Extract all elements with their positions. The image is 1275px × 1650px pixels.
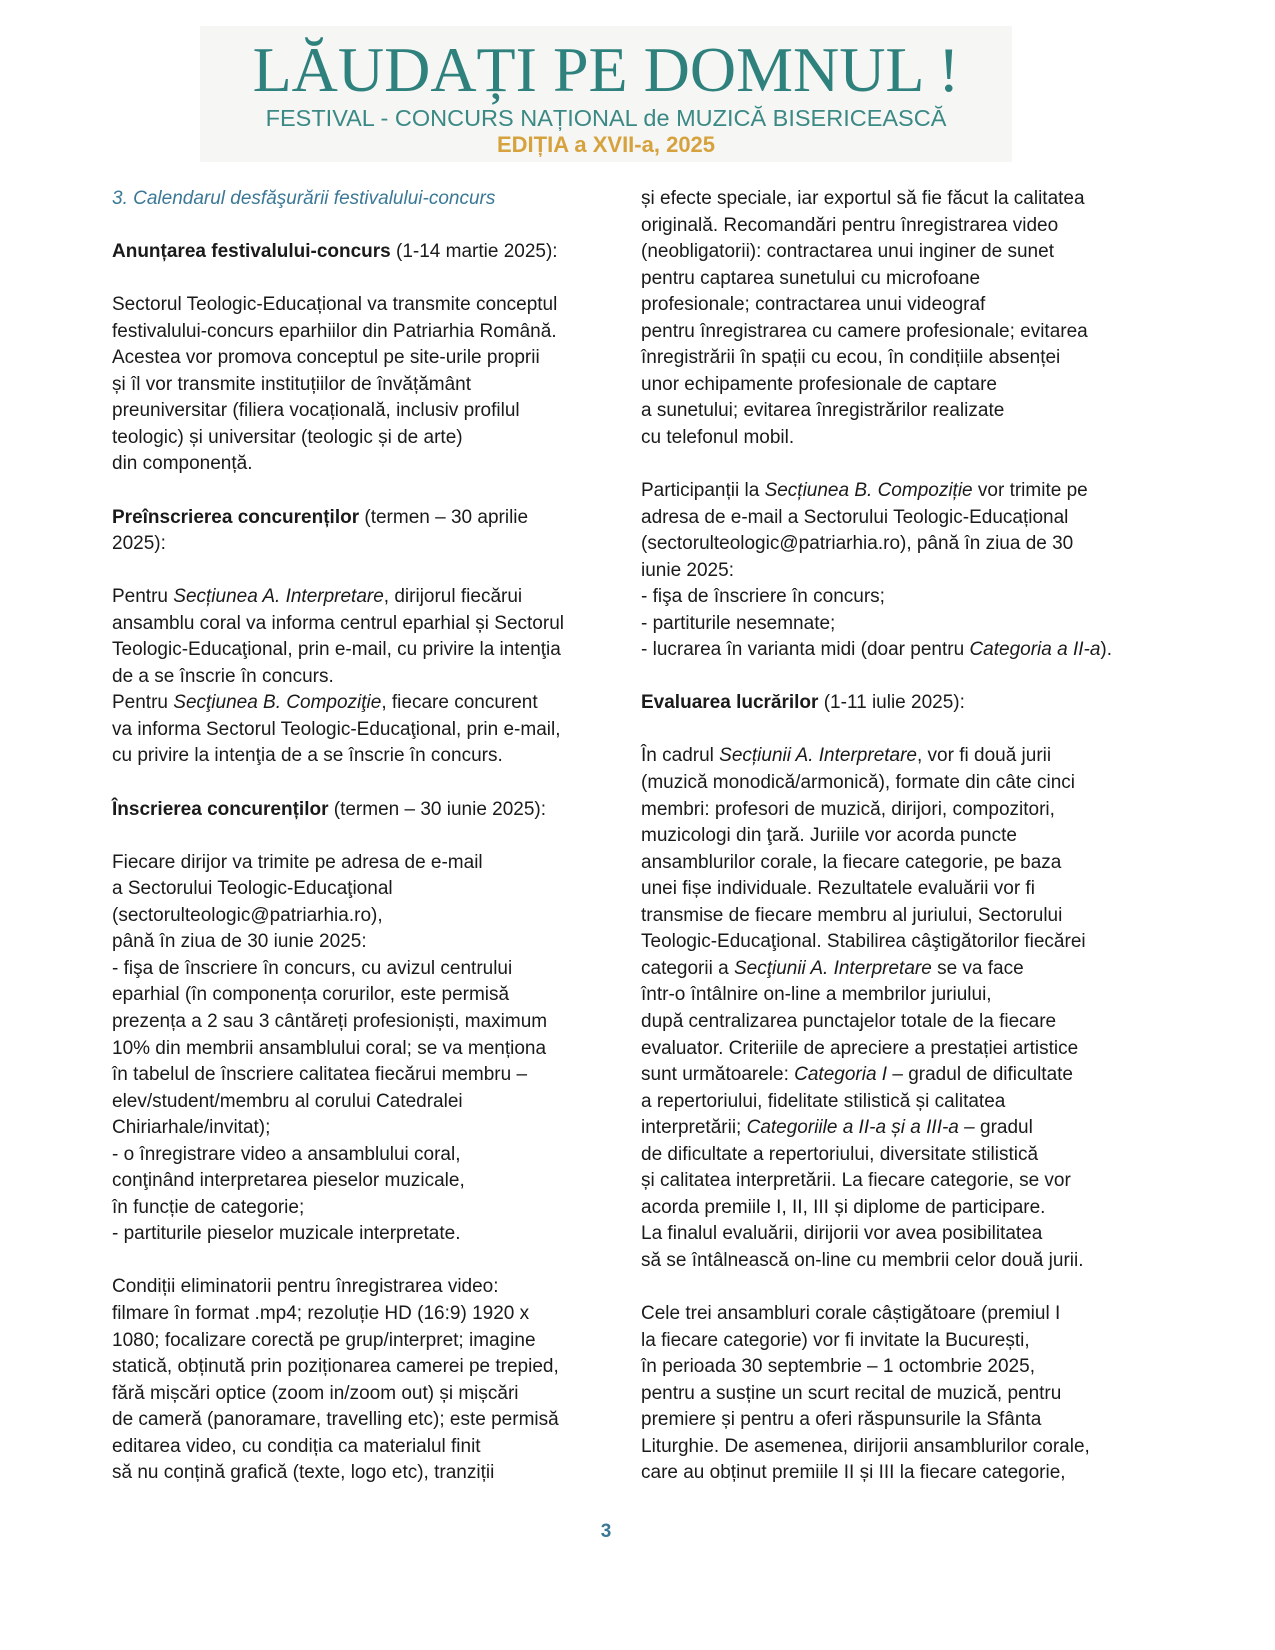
text-line: profesionale; contractarea unui videograf xyxy=(641,294,986,316)
text-line: cu privire la intenţia de a se înscrie în concurs. xyxy=(112,745,503,767)
text-line: cu telefonul mobil. xyxy=(641,426,795,448)
text-line xyxy=(112,797,582,824)
text-line: - partiturile nesemnate; xyxy=(641,612,836,634)
bold-term: Evaluarea lucrărilor xyxy=(641,692,819,714)
text-line: originală. Recomandări pentru înregistrarea video xyxy=(641,214,1059,236)
text-line: unei fișe individuale. Rezultatele evaluării vor fi xyxy=(641,878,1035,900)
text-line: premiere și pentru a oferi răspunsurile la Sfânta xyxy=(641,1409,1042,1431)
text-line: Acestea vor promova conceptul pe site-urile proprii xyxy=(112,347,540,369)
page-number: 3 xyxy=(600,1521,612,1542)
text-run: , fiecare concurent xyxy=(381,692,538,714)
bold-term: Anunțarea festivalului-concurs xyxy=(112,241,391,263)
section-heading: 3. Calendarul desfăşurării festivalului-concurs xyxy=(112,188,496,209)
text-line: și îl vor transmite instituțiilor de învățământ xyxy=(112,373,472,395)
paragraph xyxy=(112,850,582,1248)
text-line xyxy=(112,505,582,532)
text-run: vor trimite pe xyxy=(972,480,1088,502)
text-line: până în ziua de 30 iunie 2025: xyxy=(112,931,367,953)
text-run: – gradul de dificultate xyxy=(887,1064,1073,1086)
text-line: teologic) și universitar (teologic și de arte) xyxy=(112,426,463,448)
text-line xyxy=(112,690,582,717)
text-line: muzicologi din ţară. Juriile vor acorda puncte xyxy=(641,825,1017,847)
text-line: a Sectorului Teologic-Educaţional xyxy=(112,878,393,900)
paragraph xyxy=(112,505,582,558)
text-line: (sectorulteologic@patriarhia.ro), până în ziua de 30 xyxy=(641,533,1074,555)
text-line: 2025): xyxy=(112,533,166,555)
text-line: 1080; focalizare corectă pe grup/interpret; imagine xyxy=(112,1329,536,1351)
italic-term: Secţiunii A. Interpretare xyxy=(733,957,932,979)
festival-edition: EDIȚIA a XVII-a, 2025 xyxy=(496,132,716,157)
text-line: Teologic-Educaţional, prin e-mail, cu privire la intenţia xyxy=(112,639,561,661)
text-line: Cele trei ansambluri corale câștigătoare (premiul I xyxy=(641,1302,1061,1324)
text-line: preuniversitar (filiera vocațională, inclusiv profilul xyxy=(112,400,520,422)
text-line: eparhial (în componența corurilor, este permisă xyxy=(112,984,510,1006)
text-line: adresa de e-mail a Sectorului Teologic-Educațional xyxy=(641,506,1069,528)
text-line: ansamblu coral va informa centrul eparhial și Sectorul xyxy=(112,612,564,634)
text-line: la fiecare categorie) vor fi invitate la București, xyxy=(641,1329,1030,1351)
text-line xyxy=(641,743,1111,770)
text-line: și calitatea interpretării. La fiecare categorie, se vor xyxy=(641,1170,1071,1192)
text-line: pentru a susține un scurt recital de muzică, pentru xyxy=(641,1382,1062,1404)
text-line: editarea video, cu condiția ca materialul finit xyxy=(112,1435,481,1457)
text-line: elev/student/membru al corului Catedralei xyxy=(112,1090,463,1112)
bold-term: Înscrierea concurenților xyxy=(112,798,329,820)
text-line: membri: profesori de muzică, dirijori, compozitori, xyxy=(641,798,1055,820)
text-line: a repertoriului, fidelitate stilistică și calitatea xyxy=(641,1090,1006,1112)
paragraph xyxy=(641,743,1111,1274)
left-column xyxy=(112,186,582,1487)
text-run: , dirijorul fiecărui xyxy=(383,586,523,608)
text-line: iunie 2025: xyxy=(641,559,734,581)
text-run: ). xyxy=(1100,639,1113,661)
text-line: conţinând interpretarea pieselor muzicale, xyxy=(112,1170,465,1192)
text-line: în tabelul de înscriere calitatea fiecărui membru – xyxy=(112,1064,528,1086)
text-line: din componență. xyxy=(112,453,253,475)
text-run: În cadrul xyxy=(641,745,720,767)
text-line: (muzică monodică/armonică), formate din câte cinci xyxy=(641,772,1076,794)
text-run: Participanții la xyxy=(641,480,765,502)
text-run: sunt următoarele: xyxy=(641,1064,795,1086)
text-line: în perioada 30 septembrie – 1 octombrie 2025, xyxy=(641,1356,1035,1378)
festival-banner xyxy=(200,26,1012,162)
text-run: categorii a xyxy=(641,957,734,979)
text-line: evaluator. Criteriile de apreciere a prestației artistice xyxy=(641,1037,1079,1059)
text-line: 10% din membrii ansamblului coral; se va menționa xyxy=(112,1037,547,1059)
italic-term: Secţiunea B. Compoziţie xyxy=(173,692,382,714)
text-run: , vor fi două jurii xyxy=(917,745,1052,767)
festival-subtitle: FESTIVAL - CONCURS NAȚIONAL de MUZICĂ BISERICEASCĂ xyxy=(265,105,947,131)
text-line: festivalului-concurs eparhiilor din Patriarhia Română. xyxy=(112,320,557,342)
paragraph xyxy=(112,797,582,824)
paragraph xyxy=(112,584,582,770)
text-line: statică, obținută prin poziționarea camerei pe trepied, xyxy=(112,1356,559,1378)
text-run: (1-14 martie 2025): xyxy=(390,241,558,263)
text-run: se va face xyxy=(931,957,1024,979)
paragraph xyxy=(112,239,582,266)
text-line: (neobligatorii): contractarea unui inginer de sunet xyxy=(641,241,1054,263)
text-line: pentru captarea sunetului cu microfoane xyxy=(641,267,981,289)
text-line: ansamblurilor corale, la fiecare categorie, pe baza xyxy=(641,851,1062,873)
text-line: să se întâlnească on-line cu membrii celor două jurii. xyxy=(641,1249,1084,1271)
italic-term: Categoria a II-a xyxy=(969,639,1101,661)
text-line: Fiecare dirijor va trimite pe adresa de e-mail xyxy=(112,851,483,873)
text-run: – gradul xyxy=(958,1117,1033,1139)
text-line: Sectorul Teologic-Educațional va transmite conceptul xyxy=(112,294,558,316)
paragraph xyxy=(641,186,1111,451)
text-line: a sunetului; evitarea înregistrărilor realizate xyxy=(641,400,1005,422)
text-line xyxy=(112,584,582,611)
text-line xyxy=(641,1062,1111,1089)
text-line: și efecte speciale, iar exportul să fie făcut la calitatea xyxy=(641,188,1085,209)
festival-title: LĂUDAȚI PE DOMNUL ! xyxy=(252,34,960,105)
text-line: va informa Sectorul Teologic-Educaţional, prin e-mail, xyxy=(112,718,561,740)
paragraph xyxy=(112,1274,582,1486)
text-line: - partiturile pieselor muzicale interpretate. xyxy=(112,1223,461,1245)
text-run: Pentru xyxy=(112,692,174,714)
text-line: - fişa de înscriere în concurs; xyxy=(641,586,885,608)
text-line: care au obținut premiile II și III la fiecare categorie, xyxy=(641,1462,1066,1484)
text-line: Liturghie. De asemenea, dirijorii ansamblurilor corale, xyxy=(641,1435,1090,1457)
paragraph xyxy=(641,478,1111,664)
right-column xyxy=(641,186,1111,1487)
text-line: de cameră (panoramare, travelling etc); este permisă xyxy=(112,1409,559,1431)
text-line xyxy=(641,956,1111,983)
text-line: de a se înscrie în concurs. xyxy=(112,665,334,687)
text-line: de dificultate a repertoriului, diversitate stilistică xyxy=(641,1143,1039,1165)
text-line: Chiriarhale/invitat); xyxy=(112,1117,271,1139)
italic-term: Categoria I xyxy=(794,1064,888,1086)
text-line: - o înregistrare video a ansamblului coral, xyxy=(112,1143,461,1165)
text-line: într-o întâlnire on-line a membrilor juriului, xyxy=(641,984,992,1006)
text-line: La finalul evaluării, dirijorii vor avea posibilitatea xyxy=(641,1223,1043,1245)
text-line: să nu conțină grafică (texte, logo etc), tranziții xyxy=(112,1462,495,1484)
text-line: filmare în format .mp4; rezoluție HD (16:9) 1920 x xyxy=(112,1302,530,1324)
text-line: transmise de fiecare membru al juriului, Sectorului xyxy=(641,904,1063,926)
italic-term: Categoriile a II-a și a III-a xyxy=(746,1117,959,1139)
text-line xyxy=(112,239,582,266)
text-run: Pentru xyxy=(112,586,174,608)
text-run: (termen – 30 iunie 2025): xyxy=(328,798,547,820)
paragraph xyxy=(641,690,1111,717)
text-line: Teologic-Educaţional. Stabilirea câştigătorilor fiecărei xyxy=(641,931,1086,953)
text-line: acorda premiile I, II, III și diplome de participare. xyxy=(641,1196,1046,1218)
text-run: (termen – 30 aprilie xyxy=(359,506,529,528)
text-line xyxy=(641,690,1111,717)
text-line: prezența a 2 sau 3 cântăreți profesioniști, maximum xyxy=(112,1010,548,1032)
text-line: unor echipamente profesionale de captare xyxy=(641,373,997,395)
italic-term: Secțiunii A. Interpretare xyxy=(719,745,917,767)
text-run: (1-11 iulie 2025): xyxy=(818,692,965,714)
text-line: în funcție de categorie; xyxy=(112,1196,305,1218)
italic-term: Secțiunea A. Interpretare xyxy=(173,586,384,608)
text-run: interpretării; xyxy=(641,1117,747,1139)
text-line xyxy=(641,637,1111,664)
text-line: fără mișcări optice (zoom in/zoom out) și mișcări xyxy=(112,1382,519,1404)
text-line: (sectorulteologic@patriarhia.ro), xyxy=(112,904,383,926)
text-run: - lucrarea în varianta midi (doar pentru xyxy=(641,639,970,661)
text-line: înregistrării în spații cu ecou, în condițiile absenței xyxy=(641,347,1061,369)
text-line: după centralizarea punctajelor totale de la fiecare xyxy=(641,1010,1057,1032)
paragraph xyxy=(112,292,582,478)
text-line: - fişa de înscriere în concurs, cu avizul centrului xyxy=(112,957,513,979)
text-line xyxy=(641,478,1111,505)
bold-term: Preînscrierea concurenților xyxy=(112,506,360,528)
italic-term: Secțiunea B. Compoziție xyxy=(764,480,973,502)
text-line xyxy=(641,1115,1111,1142)
text-line: Condiții eliminatorii pentru înregistrarea video: xyxy=(112,1276,499,1298)
text-line: pentru înregistrarea cu camere profesionale; evitarea xyxy=(641,320,1088,342)
paragraph xyxy=(641,1301,1111,1487)
